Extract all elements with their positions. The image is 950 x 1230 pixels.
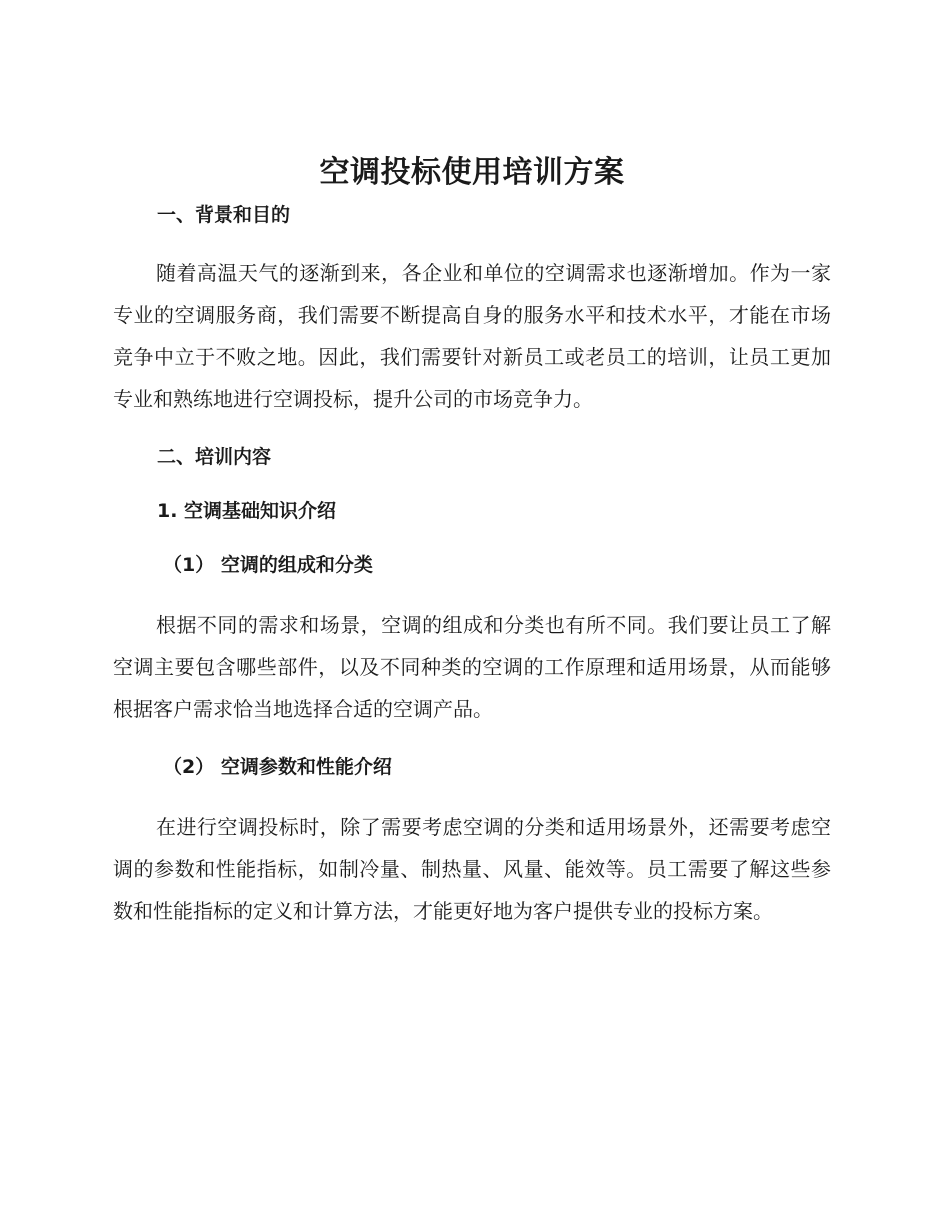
paragraph-background: 随着高温天气的逐渐到来，各企业和单位的空调需求也逐渐增加。作为一家专业的空调服务商，我们需要不断提高自身的服务水平和技术水平，才能在市场竞争中立于不败之地。因此，我们需要针对新员工或老员工的培训，让员工更加专业和熟练地进行空调投标，提升公司的市场竞争力。 (113, 261, 831, 411)
document-title: 空调投标使用培训方案 (319, 155, 625, 190)
document-page (113, 148, 831, 954)
subsection-heading-basics: 1. 空调基础知识介绍 (157, 500, 337, 522)
paragraph-composition: 根据不同的需求和场景，空调的组成和分类也有所不同。我们要让员工了解空调主要包含哪些部件，以及不同种类的空调的工作原理和适用场景，从而能够根据客户需求恰当地选择合适的空调产品。 (113, 613, 831, 721)
section-heading-training-content: 二、培训内容 (157, 446, 272, 468)
section-heading-background: 一、背景和目的 (157, 204, 291, 226)
subsection-heading-composition: （1） 空调的组成和分类 (163, 554, 373, 576)
paragraph-parameters: 在进行空调投标时，除了需要考虑空调的分类和适用场景外，还需要考虑空调的参数和性能指标，如制冷量、制热量、风量、能效等。员工需要了解这些参数和性能指标的定义和计算方法，才能更好地为客户提供专业的投标方案。 (113, 815, 831, 923)
subsection-heading-parameters: （2） 空调参数和性能介绍 (163, 756, 392, 778)
